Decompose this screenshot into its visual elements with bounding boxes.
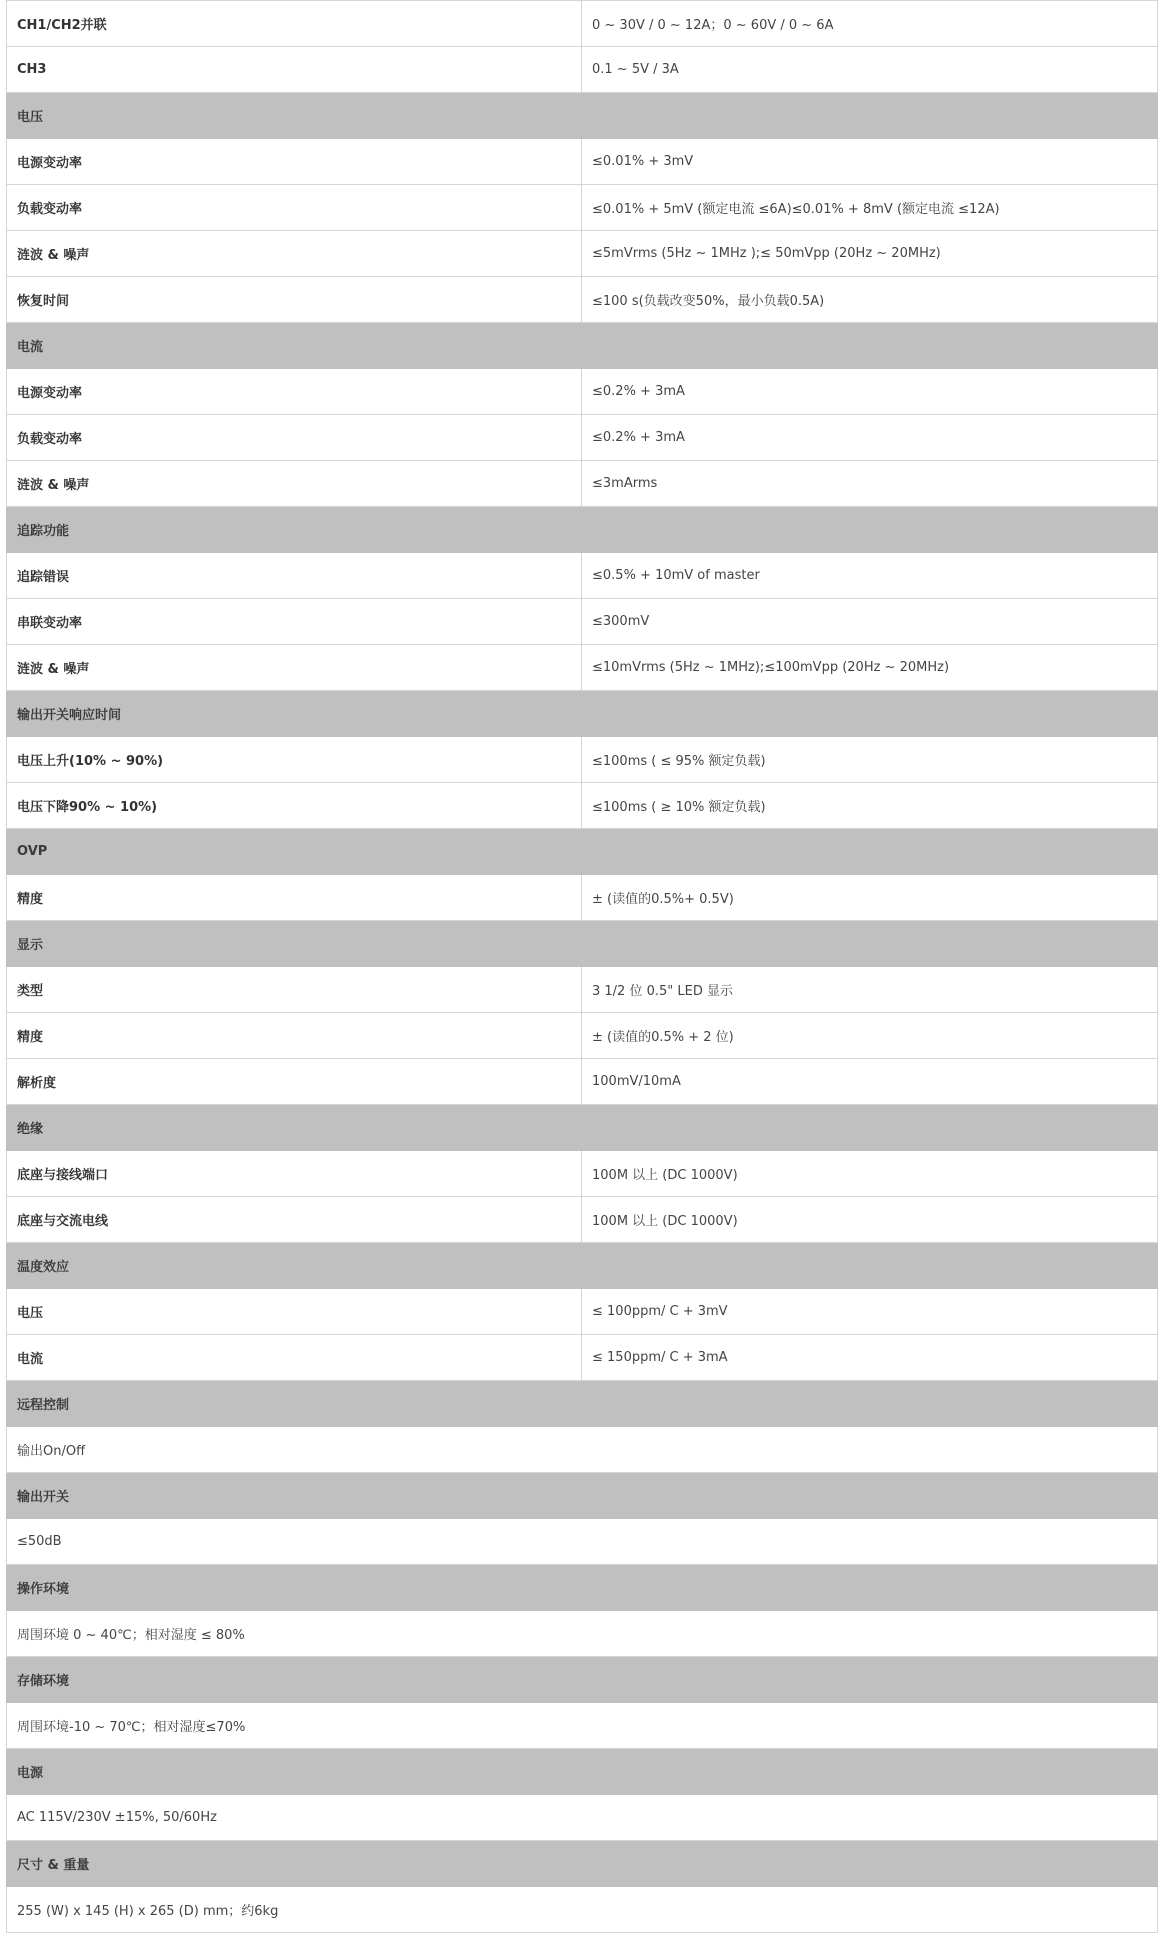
spec-label: 类型 [7,967,582,1013]
section-header-row [7,1657,1158,1703]
spec-label: 电流 [7,1335,582,1381]
spec-row [7,1335,1158,1381]
spec-row [7,461,1158,507]
spec-row [7,139,1158,185]
spec-value: ≤0.01% + 5mV (额定电流 ≤6A)≤0.01% + 8mV (额定电流 ≤12A) [582,185,1158,231]
section-header-row [7,1473,1158,1519]
section-header-row [7,1243,1158,1289]
spec-value: ≤100 s(负载改变50%，最小负载0.5A) [582,277,1158,323]
section-header-row [7,507,1158,553]
spec-label: 底座与交流电线 [7,1197,582,1243]
spec-value: ≤3mArms [582,461,1158,507]
spec-value: 0 ~ 30V / 0 ~ 12A；0 ~ 60V / 0 ~ 6A [582,1,1158,47]
spec-row [7,415,1158,461]
spec-value: 周围环境 0 ~ 40℃；相对湿度 ≤ 80% [7,1611,1158,1657]
spec-label: 涟波 & 噪声 [7,461,582,507]
section-header-row [7,921,1158,967]
spec-label: 涟波 & 噪声 [7,645,582,691]
spec-label: 解析度 [7,1059,582,1105]
spec-label: CH3 [7,47,582,93]
spec-row [7,1151,1158,1197]
spec-row [7,1427,1158,1473]
section-title: 电源 [7,1749,1158,1795]
spec-label: 精度 [7,875,582,921]
spec-label: 涟波 & 噪声 [7,231,582,277]
spec-value: 周围环境-10 ~ 70℃；相对湿度≤70% [7,1703,1158,1749]
spec-value: 255 (W) x 145 (H) x 265 (D) mm；约6kg [7,1887,1158,1933]
section-header-row [7,1841,1158,1887]
spec-row [7,783,1158,829]
spec-row [7,1703,1158,1749]
spec-row [7,599,1158,645]
spec-row [7,1289,1158,1335]
spec-label: 电压下降90% ~ 10%) [7,783,582,829]
spec-table-body [7,1,1158,1933]
spec-value: ≤0.2% + 3mA [582,415,1158,461]
spec-label: 精度 [7,1013,582,1059]
spec-row [7,1519,1158,1565]
spec-row [7,737,1158,783]
spec-value: 0.1 ~ 5V / 3A [582,47,1158,93]
section-title: 输出开关 [7,1473,1158,1519]
section-title: 尺寸 & 重量 [7,1841,1158,1887]
section-header-row [7,93,1158,139]
spec-value: 输出On/Off [7,1427,1158,1473]
section-header-row [7,1749,1158,1795]
spec-row [7,277,1158,323]
spec-value: ≤0.5% + 10mV of master [582,553,1158,599]
spec-row [7,1,1158,47]
spec-label: 电源变动率 [7,369,582,415]
section-title: 远程控制 [7,1381,1158,1427]
section-header-row [7,1381,1158,1427]
spec-row [7,369,1158,415]
spec-row [7,185,1158,231]
spec-label: 电压上升(10% ~ 90%) [7,737,582,783]
spec-value: ≤0.2% + 3mA [582,369,1158,415]
spec-row [7,47,1158,93]
spec-value: ± (读值的0.5%+ 0.5V) [582,875,1158,921]
section-title: 显示 [7,921,1158,967]
spec-value: ≤10mVrms (5Hz ~ 1MHz);≤100mVpp (20Hz ~ 20MHz) [582,645,1158,691]
spec-value: 100M 以上 (DC 1000V) [582,1197,1158,1243]
section-title: 存储环境 [7,1657,1158,1703]
spec-row [7,645,1158,691]
spec-row [7,231,1158,277]
section-header-row [7,323,1158,369]
spec-value: ≤0.01% + 3mV [582,139,1158,185]
spec-value: ≤100ms ( ≤ 95% 额定负载) [582,737,1158,783]
spec-row [7,1013,1158,1059]
spec-table [6,0,1158,1933]
spec-row [7,1059,1158,1105]
spec-value: ≤50dB [7,1519,1158,1565]
section-title: 电压 [7,93,1158,139]
spec-value: ≤ 100ppm/ C + 3mV [582,1289,1158,1335]
spec-value: ≤ 150ppm/ C + 3mA [582,1335,1158,1381]
spec-row [7,553,1158,599]
section-title: 操作环境 [7,1565,1158,1611]
section-title: 电流 [7,323,1158,369]
spec-label: 恢复时间 [7,277,582,323]
spec-value: 3 1/2 位 0.5" LED 显示 [582,967,1158,1013]
spec-label: 电压 [7,1289,582,1335]
spec-label: 负载变动率 [7,415,582,461]
spec-row [7,967,1158,1013]
spec-row [7,875,1158,921]
section-header-row [7,829,1158,875]
section-title: OVP [7,829,1158,875]
spec-value: AC 115V/230V ±15%, 50/60Hz [7,1795,1158,1841]
spec-row [7,1795,1158,1841]
spec-label: 电源变动率 [7,139,582,185]
spec-label: CH1/CH2并联 [7,1,582,47]
section-title: 温度效应 [7,1243,1158,1289]
section-title: 绝缘 [7,1105,1158,1151]
spec-row [7,1197,1158,1243]
spec-row [7,1611,1158,1657]
spec-label: 底座与接线端口 [7,1151,582,1197]
spec-value: ≤100ms ( ≥ 10% 额定负载) [582,783,1158,829]
section-title: 追踪功能 [7,507,1158,553]
section-title: 输出开关响应时间 [7,691,1158,737]
spec-value: ≤300mV [582,599,1158,645]
spec-label: 负载变动率 [7,185,582,231]
spec-value: 100M 以上 (DC 1000V) [582,1151,1158,1197]
section-header-row [7,691,1158,737]
spec-value: 100mV/10mA [582,1059,1158,1105]
spec-label: 追踪错误 [7,553,582,599]
spec-row [7,1887,1158,1933]
spec-value: ± (读值的0.5% + 2 位) [582,1013,1158,1059]
spec-value: ≤5mVrms (5Hz ~ 1MHz );≤ 50mVpp (20Hz ~ 20MHz) [582,231,1158,277]
section-header-row [7,1105,1158,1151]
section-header-row [7,1565,1158,1611]
spec-label: 串联变动率 [7,599,582,645]
